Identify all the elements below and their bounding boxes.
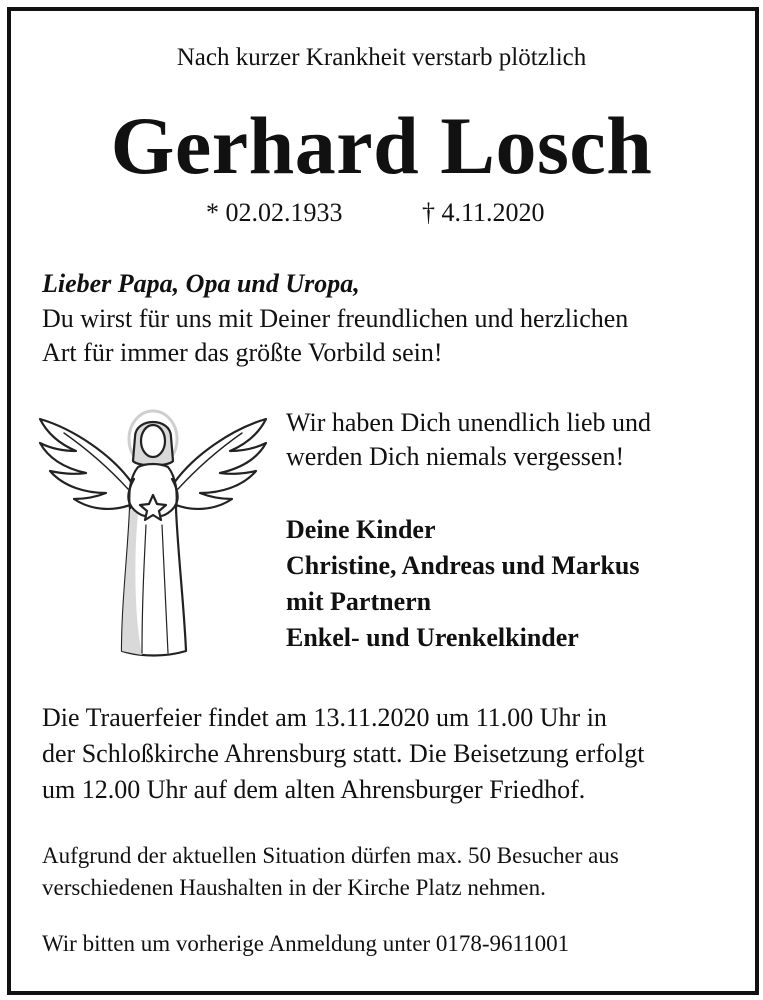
mourners-list — [286, 512, 640, 656]
registration-note: Wir bitten um vorherige Anmeldung unter 0178-9611001 — [42, 931, 570, 956]
funeral-line: der Schloßkirche Ahrensburg statt. Die Beisetzung erfolgt — [42, 739, 645, 768]
mourners-line: mit Partnern — [286, 587, 432, 616]
love-line: werden Dich niemals vergessen! — [286, 442, 625, 471]
deceased-name: Gerhard Losch — [110, 100, 653, 191]
love-line: Wir haben Dich unendlich lieb und — [286, 408, 652, 437]
mourners-line: Enkel- und Urenkelkinder — [286, 623, 579, 652]
funeral-line: Die Trauerfeier findet am 13.11.2020 um 11.00 Uhr in — [42, 703, 607, 732]
birth-date: * 02.02.1933 — [206, 198, 343, 227]
mourners-line: Christine, Andreas und Markus — [286, 551, 640, 580]
notice-line: Aufgrund der aktuellen Situation dürfen max. 50 Besucher aus — [42, 843, 619, 868]
visitor-notice — [42, 840, 619, 904]
salutation: Lieber Papa, Opa und Uropa, — [42, 269, 360, 298]
angel-icon — [34, 405, 272, 663]
dedication-line: Du wirst für uns mit Deiner freundlichen und herzlichen — [42, 304, 629, 333]
dedication-line: Art für immer das größte Vorbild sein! — [42, 338, 443, 367]
death-date: † 4.11.2020 — [422, 198, 545, 227]
funeral-details — [42, 700, 644, 808]
funeral-line: um 12.00 Uhr auf dem alten Ahrensburger Friedhof. — [42, 775, 586, 804]
love-message — [286, 406, 651, 474]
intro-line: Nach kurzer Krankheit verstarb plötzlich — [176, 44, 587, 71]
mourners-line: Deine Kinder — [286, 515, 436, 544]
notice-line: verschiedenen Haushalten in der Kirche Platz nehmen. — [42, 875, 546, 900]
dedication-text — [42, 302, 732, 370]
